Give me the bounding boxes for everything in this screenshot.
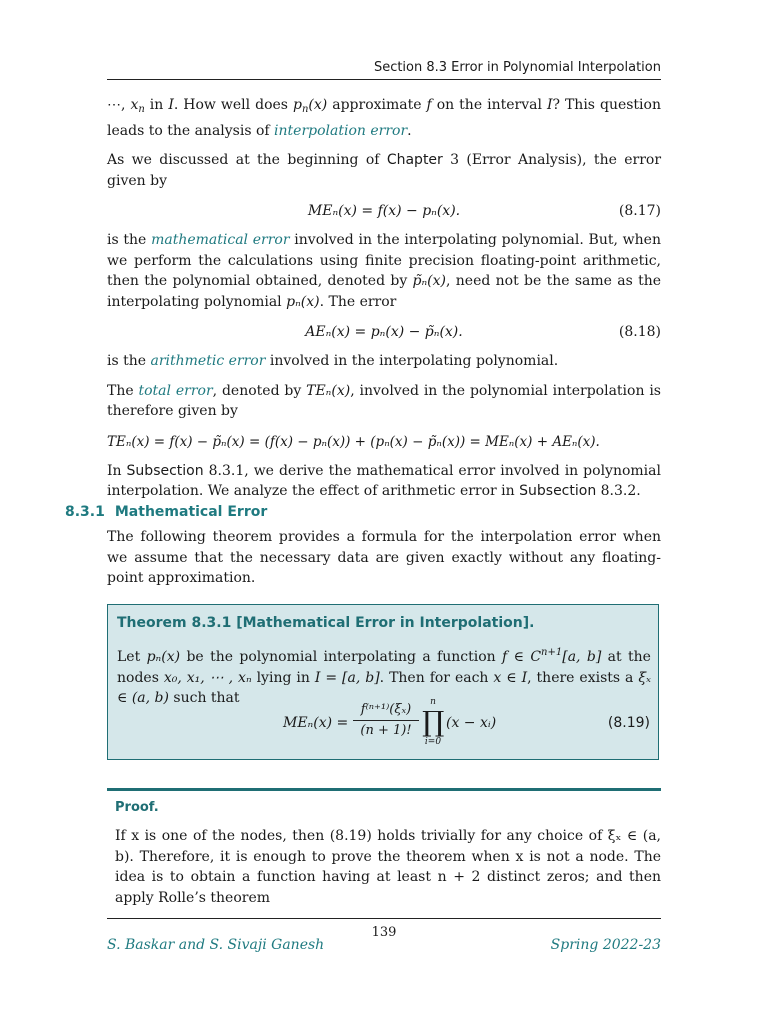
theorem-title: Theorem 8.3.1 [Mathematical Error in Interpolation]. [117,615,535,631]
section-number: 8.3.1 [65,504,105,520]
math-te: TEₙ(x) [306,382,351,399]
fraction-denominator: (n + 1)! [360,723,412,738]
text-fragment: 8.3.1, we derive the mathematical error involved in polynomial interpolation. We analyze the effect of arithmetic error in [107,462,661,499]
total-error-link[interactable]: total error [138,382,213,399]
text-fragment: Let [117,649,147,665]
math-pn: pₙ(x) [146,649,181,665]
math-ab: [a, b] [562,649,602,665]
subsection-link-1[interactable]: Subsection [126,462,204,479]
equation-total-error [107,431,661,453]
math-I: I [168,97,174,113]
section-paragraph [107,527,661,589]
paragraph-total-error [107,381,661,422]
text-fragment: involved in the interpolating polynomial. [265,353,559,369]
math-xi: ξₓ ∈ (a, b) [117,669,652,706]
text-fragment: ? This question leads to the analysis of [107,97,661,139]
math-x-in-I: x ∈ I [493,669,528,686]
section-text: The following theorem provides a formula for the interpolation error when we assume that the necessary data are given exactly without any floating-point approximation. [107,529,661,586]
equation-number: (8.17) [618,203,661,219]
footer-divider [107,918,661,919]
equation-number: (8.18) [618,324,661,340]
text-fragment: approximate [327,97,427,113]
text-fragment: . Then for each [379,669,494,686]
text-fragment: in [144,97,169,113]
text-fragment: is the [107,353,151,369]
equation-8-17 [107,200,661,222]
equation-text: TEₙ(x) = f(x) − p̃ₙ(x) = (f(x) − pₙ(x)) + (pₙ(x) − p̃ₙ(x)) = MEₙ(x) + AEₙ(x). [107,433,600,450]
text-fragment: , need not be the same as the interpolating polynomial [107,273,661,310]
math-p: p [293,97,302,113]
text-fragment: . [407,122,412,139]
fraction-numerator: f⁽ⁿ⁺¹⁾(ξₓ) [360,702,412,717]
math-sub: n [301,104,309,115]
text-fragment: ⋯, [107,97,131,113]
fraction-bar [353,720,419,721]
text-fragment: . The error [319,293,397,310]
text-fragment: involved in the interpolating polynomial. But, when we perform the calculations using finite precision floating-point arithmetic, then the polynomial obtained, denoted by [107,232,661,289]
footer-term: Spring 2022-23 [550,937,661,953]
text-fragment: lying in [251,669,315,686]
running-header [107,60,661,80]
equation-product-term: (x − xᵢ) [446,715,497,731]
chapter-link[interactable]: Chapter [386,152,443,168]
product-operator [422,697,444,747]
main-content [107,95,661,511]
text-fragment: is the [107,232,152,248]
proof-label: Proof. [115,800,159,815]
text-fragment: The [107,382,139,399]
mathematical-error-link[interactable]: mathematical error [151,232,290,248]
math-nodes: x₀, x₁, ⋯ , xₙ [163,669,252,686]
equation-number: (8.19) [607,715,650,731]
text-fragment: at the nodes [117,649,651,686]
text-fragment: In [107,462,127,479]
subsection-link-2[interactable]: Subsection [519,483,597,499]
paragraph-arithmetic-error [107,351,661,372]
math-I: I [546,97,553,113]
equation-text: AEₙ(x) = pₙ(x) − p̃ₙ(x). [305,324,463,340]
equation-lhs: MEₙ(x) = [283,715,349,731]
text-fragment: such that [168,690,240,706]
math-sup: n+1 [541,647,563,658]
page-number: 139 [371,925,397,940]
arithmetic-error-link[interactable]: arithmetic error [150,353,266,369]
text-fragment: 3 (Error Analysis), the error given by [107,152,662,189]
math-xn: x [130,97,139,113]
running-title: Section 8.3 Error in Polynomial Interpolation [373,60,661,75]
product-symbol: ∏ [422,705,445,738]
math-arg: (x) [308,97,328,113]
equation-8-18 [107,321,661,343]
text-fragment: 8.3.2. [596,483,641,499]
paragraph-mathematical-error [107,230,661,312]
interpolation-error-link[interactable]: interpolation error [274,122,408,139]
proof-text: If x is one of the nodes, then (8.19) holds trivially for any choice of ξₓ ∈ (a, b). Therefore, it is enough to prove the theorem when x is not a node. The idea is to obtain a function having at least n + 2 distinct zeros; and then apply Rolle’s theorem [115,828,661,906]
text-fragment: be the polynomial interpolating a function [180,649,503,665]
math-ptilde: p̃ₙ(x) [412,273,447,289]
text-fragment: , denoted by [212,382,307,399]
paragraph-intro [107,95,661,141]
footer-authors: S. Baskar and S. Sivaji Ganesh [107,937,325,953]
proof-divider [107,788,661,791]
theorem-statement [117,643,651,709]
theorem-box [107,604,659,760]
equation-text: MEₙ(x) = f(x) − pₙ(x). [307,203,461,219]
text-fragment: . How well does [173,97,293,113]
math-f-in-C: f ∈ C [502,649,542,665]
paragraph-chapter-ref [107,150,661,191]
product-upper-limit: n [430,697,436,707]
math-interval: I = [a, b] [314,669,380,686]
equation-fraction [353,701,419,740]
math-sub: n [138,104,145,115]
text-fragment: , involved in the polynomial interpolation is therefore given by [107,382,661,419]
math-pn: pₙ(x) [286,293,320,310]
math-f: f [426,97,432,113]
text-fragment: on the interval [431,97,547,113]
text-fragment: , there exists a [527,669,639,686]
section-title: Mathematical Error [114,504,268,520]
paragraph-subsections [107,461,661,502]
product-lower-limit: i=0 [424,737,442,747]
section-heading [65,504,267,520]
text-fragment: As we discussed at the beginning of [107,152,387,168]
